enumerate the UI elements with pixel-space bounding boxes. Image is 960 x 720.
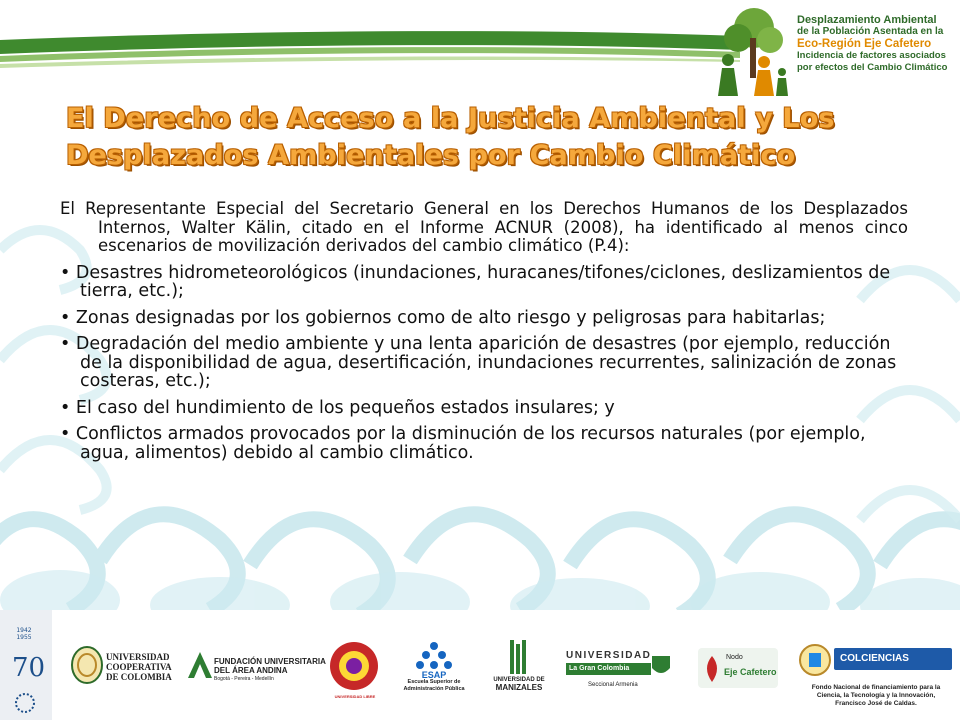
logo-nodo-line: Nodo: [726, 654, 743, 661]
footer-anniversary-number: 70: [12, 653, 46, 683]
slide-title: [66, 100, 916, 174]
logo-line: por efectos del Cambio Climático: [797, 62, 948, 73]
logo-line: de la Población Asentada en la: [797, 26, 944, 37]
ucc-seal-icon: [70, 645, 104, 685]
logo-line: Incidencia de factores asociados: [797, 50, 946, 61]
logo-ucc: [106, 652, 172, 682]
logo-nodo-line: Eje Cafetero: [724, 667, 777, 677]
logo-ulgc-sub: Seccional Armenia: [588, 682, 638, 688]
logo-andina-line: Bogotá - Pereira - Medellín: [214, 676, 274, 682]
logo-ulgc-title: UNIVERSIDAD: [566, 650, 652, 661]
bullet-item: • El caso del hundimiento de los pequeños estados insulares; y: [60, 397, 615, 418]
year-label: 1955: [16, 634, 32, 641]
logo-fondo-line: Fondo Nacional de financiamiento para la: [811, 684, 941, 691]
libre-seal-icon: [328, 640, 380, 692]
logo-umanizales: [484, 677, 554, 691]
manizales-icon: [506, 638, 528, 676]
bullet-item: • Zonas designadas por los gobiernos como de alto riesgo y peligrosas para habitarlas;: [60, 307, 826, 328]
logo-umanizales-line: MANIZALES: [495, 683, 543, 692]
bullet-item: • Conflictos armados provocados por la disminución de los recursos naturales (por ejemplo, agua, alimentos) debido al cambio climático.: [60, 424, 866, 463]
footer-years: [14, 627, 34, 641]
logo-ulgc-band: La Gran Colombia: [566, 663, 651, 675]
logo-ucc-line: COOPERATIVA: [106, 662, 172, 672]
title-line-2: Desplazados Ambientales por Cambio Climático: [66, 140, 796, 171]
bullet-list: [60, 264, 908, 463]
logo-andina-line: FUNDACIÓN UNIVERSITARIA: [214, 657, 326, 666]
logo-fondo-line: Ciencia, la Tecnología y la Innovación,: [816, 692, 936, 699]
andina-a-icon: [186, 650, 214, 680]
logo-ucc-line: UNIVERSIDAD: [106, 652, 170, 662]
logo-libre: UNIVERSIDAD LIBRE: [334, 694, 376, 699]
logo-esap-line: Escuela Superior de: [407, 679, 461, 685]
nodo-leaf-icon: [702, 654, 722, 684]
ulgc-shield-icon: [650, 654, 672, 678]
logo-umanizales-line: UNIVERSIDAD DE: [493, 677, 545, 683]
logo-esap: [402, 672, 466, 693]
logo-fondo-line: Francisco José de Caldas.: [835, 700, 917, 707]
logo-line: Eco-Región Eje Cafetero: [797, 38, 932, 50]
logo-fondo: [796, 684, 956, 708]
colombia-crest-icon: [798, 643, 832, 677]
logo-text: [797, 14, 947, 74]
bullet-item: • Desastres hidrometeorológicos (inundaciones, huracanes/tifones/ciclones, deslizamientos de tierra, etc.);: [60, 262, 891, 301]
sun-seal-icon: [10, 690, 40, 716]
logo-line: Desplazamiento Ambiental: [797, 14, 937, 26]
logo-esap-line: ESAP: [421, 670, 447, 680]
intro-paragraph: El Representante Especial del Secretario General en los Derechos Humanos de los Desplazados Internos, Walter Kälin, citado en el Informe ACNUR (2008), ha identificado al menos cinco escenarios de movilización derivados del cambio climático (P.4):: [60, 199, 908, 255]
logo-ucc-line: DE COLOMBIA: [106, 672, 172, 682]
logo-colciencias: COLCIENCIAS: [834, 648, 952, 670]
logo-andina: [214, 657, 326, 684]
slide-body: [60, 200, 908, 470]
title-line-1: El Derecho de Acceso a la Justicia Ambiental y Los: [66, 103, 835, 134]
logo-esap-line: Administración Pública: [403, 686, 465, 692]
logo-andina-line: DEL ÁREA ANDINA: [214, 666, 288, 675]
bullet-item: • Degradación del medio ambiente y una lenta aparición de desastres (por ejemplo, reducción de la disponibilidad de agua, desertificación, inundaciones recurrentes, salinización de zonas costeras, etc.);: [60, 334, 897, 391]
year-label: 1942: [16, 627, 32, 634]
